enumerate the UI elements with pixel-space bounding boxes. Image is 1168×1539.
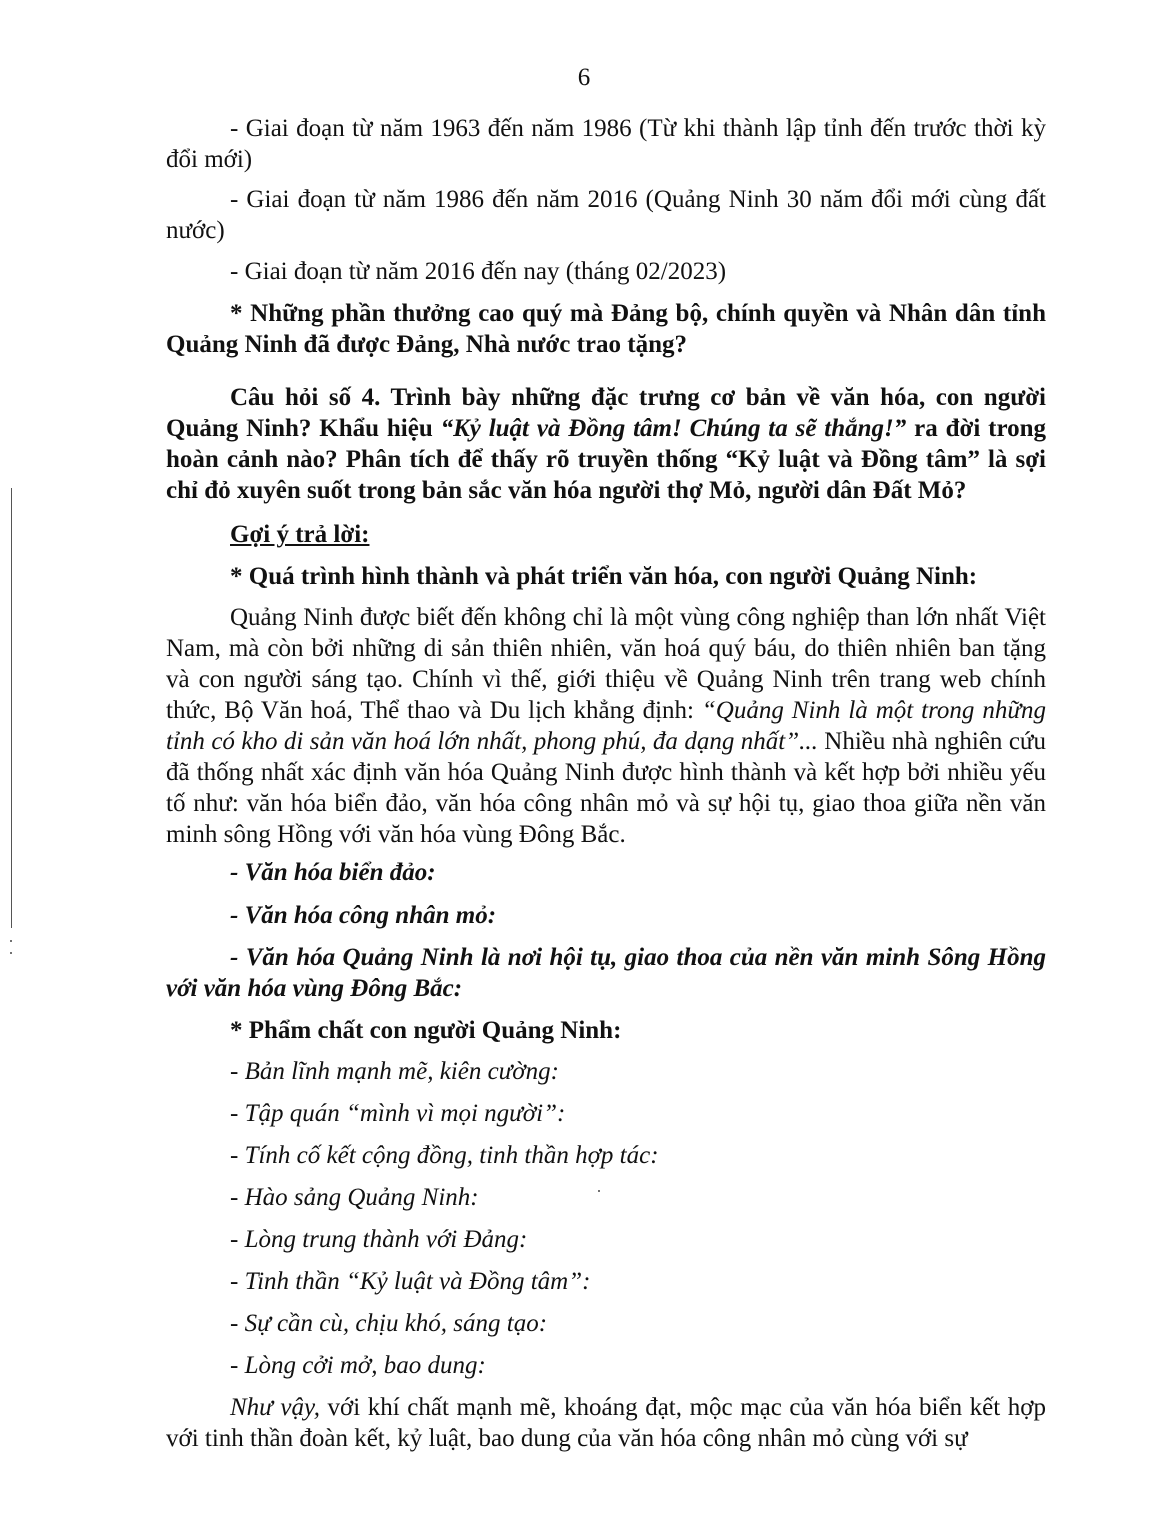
culture-heading: * Quá trình hình thành và phát triển văn hóa, con người Quảng Ninh: — [230, 563, 978, 590]
culture-text-1: Quảng Ninh được biết đến không chỉ là một vùng công nghiệp than lớn nhất Việt Nam, mà còn bởi những di sản thiên nhiên, văn hoá quý báu, do thiên nhiên ban tặng và con người sáng tạo. Chính vì thế, giới thiệu về Quảng Ninh trên trang web chính thức, Bộ Văn hoá, Thể thao và Du lịch khẳng định: — [166, 604, 1046, 724]
question-text-1: Câu hỏi số 4. Trình bày những đặc trưng cơ bản về văn hóa, con người Quảng Ninh? Khẩu hiệu — [166, 384, 1046, 442]
quality-item: - Hào sảng Quảng Ninh: — [230, 1184, 479, 1211]
scan-speck — [598, 1190, 600, 1192]
scan-margin-mark — [10, 952, 12, 954]
culture-quote: “Quảng Ninh là một trong những tỉnh có kho di sản văn hoá lớn nhất, phong phú, đa dạng nhất”... — [166, 697, 1046, 755]
period-1: - Giai đoạn từ năm 1963 đến năm 1986 (Từ khi thành lập tỉnh đến trước thời kỳ đổi mới) — [166, 115, 1046, 173]
scan-margin-line — [11, 488, 12, 928]
quality-item: - Sự cần cù, chịu khó, sáng tạo: — [230, 1310, 548, 1337]
page-number: 6 — [577, 64, 591, 91]
question-slogan: “Kỷ luật và Đồng tâm! Chúng ta sẽ thắng!” — [440, 415, 907, 442]
culture-text-2: Nhiều nhà nghiên cứu đã thống nhất xác định văn hóa Quảng Ninh được hình thành và kết hợp bởi nhiều yếu tố như: văn hóa biển đảo, văn hóa công nhân mỏ và sự hội tụ, giao thoa giữa nền văn minh sông Hồng với văn hóa vùng Đông Bắc. — [166, 728, 1046, 848]
culture-item-convergence: - Văn hóa Quảng Ninh là nơi hội tụ, giao thoa của nền văn minh Sông Hồng với văn hóa vùng Đông Bắc: — [166, 944, 1046, 1002]
culture-item-sea-islands: - Văn hóa biển đảo: — [230, 859, 436, 886]
question-4 — [166, 382, 1046, 506]
culture-paragraph — [166, 602, 1046, 850]
quality-item: - Tính cố kết cộng đồng, tinh thần hợp tác: — [230, 1142, 659, 1169]
awards-heading: * Những phần thưởng cao quý mà Đảng bộ, chính quyền và Nhân dân tỉnh Quảng Ninh đã được Đảng, Nhà nước trao tặng? — [166, 300, 1046, 358]
qualities-heading: * Phẩm chất con người Quảng Ninh: — [230, 1017, 622, 1044]
culture-item-miners: - Văn hóa công nhân mỏ: — [230, 902, 497, 929]
question-text-2: ra đời trong hoàn cảnh nào? Phân tích để thấy rõ truyền thống “Kỷ luật và Đồng tâm” là sợi chỉ đỏ xuyên suốt trong bản sắc văn hóa người thợ Mỏ, người dân Đất Mỏ? — [166, 415, 1046, 504]
quality-item: - Tinh thần “Kỷ luật và Đồng tâm”: — [230, 1268, 591, 1295]
conclusion-paragraph — [166, 1392, 1046, 1454]
hint-label: Gợi ý trả lời: — [230, 521, 370, 548]
quality-item: - Lòng cởi mở, bao dung: — [230, 1352, 486, 1379]
quality-item: - Lòng trung thành với Đảng: — [230, 1226, 528, 1253]
quality-item: - Tập quán “mình vì mọi người”: — [230, 1100, 566, 1127]
scan-margin-mark — [10, 940, 12, 942]
quality-item: - Bản lĩnh mạnh mẽ, kiên cường: — [230, 1058, 559, 1085]
conclusion-lead: Như vậy, — [230, 1394, 320, 1421]
period-2: - Giai đoạn từ năm 1986 đến năm 2016 (Quảng Ninh 30 năm đổi mới cùng đất nước) — [166, 186, 1046, 244]
conclusion-text: với khí chất mạnh mẽ, khoáng đạt, mộc mạc của văn hóa biển kết hợp với tinh thần đoàn kết, kỷ luật, bao dung của văn hóa công nhân mỏ cùng với sự — [166, 1394, 1046, 1452]
period-3: - Giai đoạn từ năm 2016 đến nay (tháng 02/2023) — [230, 258, 727, 285]
